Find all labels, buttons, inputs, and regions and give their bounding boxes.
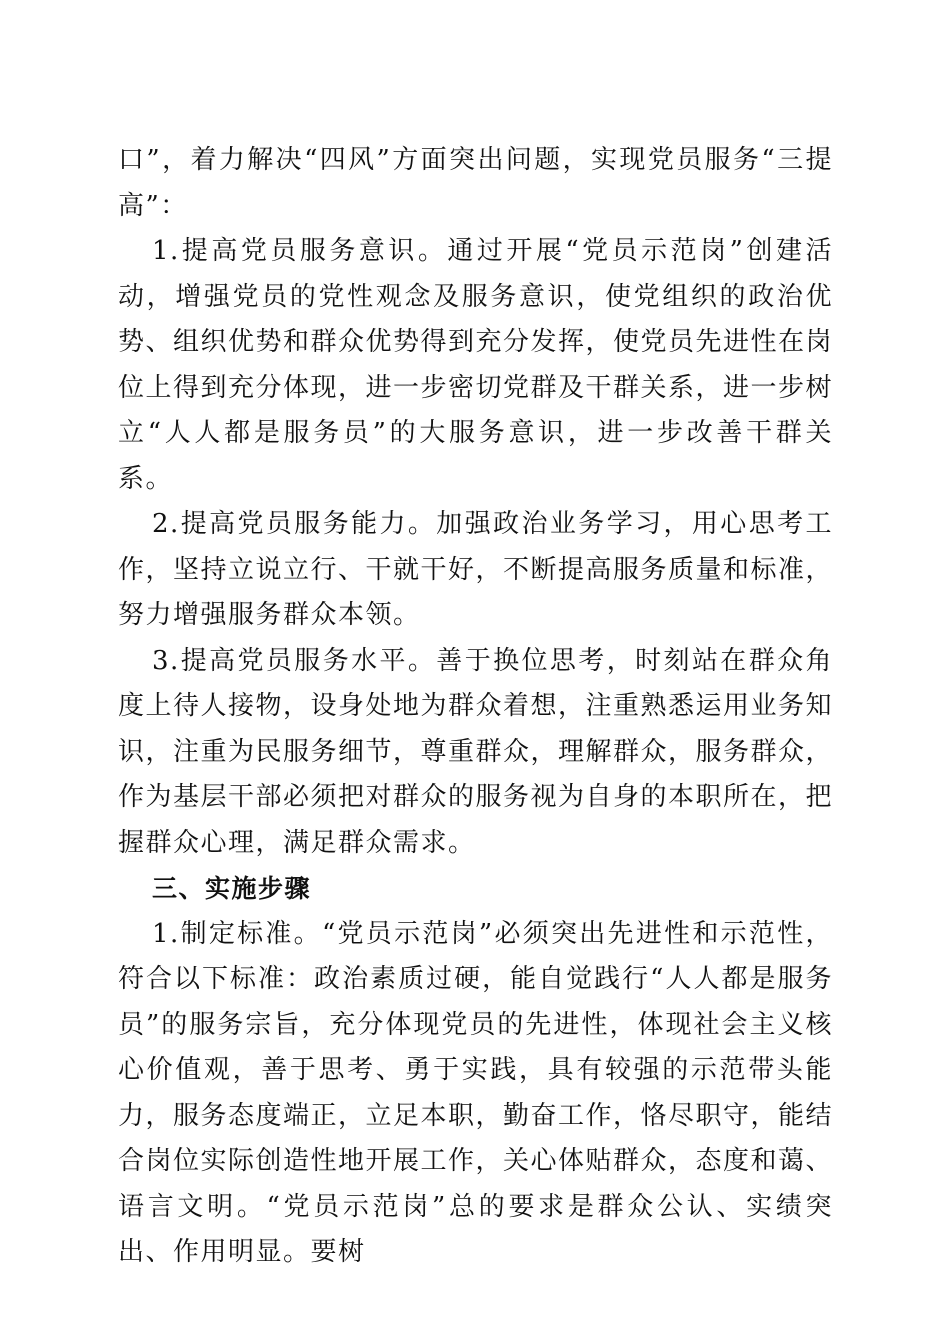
paragraph-set-standards: 1.制定标准。“党员示范岗”必须突出先进性和示范性，符合以下标准：政治素质过硬，能自觉践行“人人都是服务员”的服务宗旨，充分体现党员的先进性，体现社会主义核心价值观，善于思考、勇于实践，具有较强的示范带头能力，服务态度端正，立足本职，勤奋工作，恪尽职守，能结合岗位实际创造性地开展工作，关心体贴群众，态度和蔼、语言文明。“党员示范岗”总的要求是群众公认、实绩突出、作用明显。要树 <box>118 918 834 1267</box>
paragraph-service-level: 3.提高党员服务水平。善于换位思考，时刻站在群众角度上待人接物，设身处地为群众着想，注重熟悉运用业务知识，注重为民服务细节，尊重群众，理解群众，服务群众，作为基层干部必须把对群众的服务视为自身的本职所在，把握群众心理，满足群众需求。 <box>118 645 834 858</box>
paragraph-service-ability: 2.提高党员服务能力。加强政治业务学习，用心思考工作，坚持立说立行、干就干好，不断提高服务质量和标准，努力增强服务群众本领。 <box>118 509 834 630</box>
section-heading-implementation-steps: 三、实施步骤 <box>152 874 312 903</box>
paragraph-service-awareness: 1.提高党员服务意识。通过开展“党员示范岗”创建活动，增强党员的党性观念及服务意识，使党组织的政治优势、组织优势和群众优势得到充分发挥，使党员先进性在岗位上得到充分体现，进一步密切党群及干群关系，进一步树立“人人都是服务员”的大服务意识，进一步改善干群关系。 <box>118 236 834 494</box>
document-body <box>118 138 833 1276</box>
paragraph-continuation: 口”，着力解决“四风”方面突出问题，实现党员服务“三提高”： <box>118 145 833 221</box>
